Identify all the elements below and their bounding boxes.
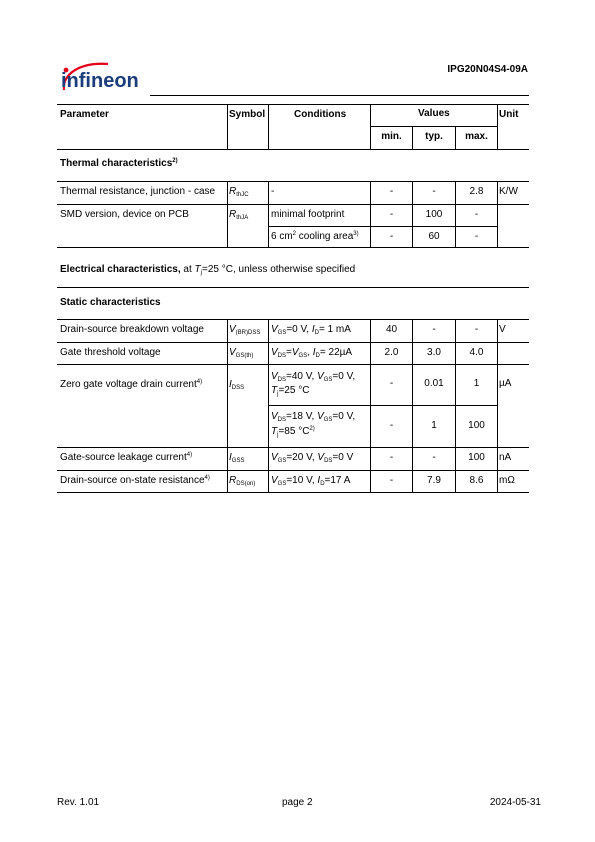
footer-page: page 2: [282, 797, 313, 808]
thermal-row2-parameter: SMD version, device on PCB: [60, 209, 189, 220]
col-divider-symbol: [227, 104, 228, 149]
static-row5-parameter: Drain-source on-state resistance$^{4)}$: [60, 475, 210, 486]
static-row3b-conditions-line1: $V_{DS}=18$ V, $V_{GS}=0$ V,: [271, 411, 356, 423]
static-row3b-typ: 1: [431, 420, 437, 431]
thermal-row2-symbol: $R_{thJA}$: [229, 209, 249, 221]
static-row2-rule: [57, 364, 529, 365]
header-values: Values: [418, 108, 450, 119]
static-row4-max: 100: [468, 452, 485, 463]
static-row5-symbol: $R_{DS(on)}$: [229, 475, 256, 487]
static-div-conditions: [268, 319, 269, 492]
infineon-logo: [58, 60, 150, 98]
static-row1-conditions: $V_{GS}=0$ V, $I_D= 1$ mA: [271, 324, 351, 336]
static-div-symbol: [227, 319, 228, 492]
thermal-row2-max: -: [474, 209, 479, 220]
thermal-row2-typ: 100: [425, 209, 443, 220]
static-row4-unit: nA: [499, 452, 512, 463]
thermal-row2-conditions: minimal footprint: [271, 209, 345, 220]
electrical-heading: Electrical characteristics, at $T_j=25$ °C, unless otherwise specified: [60, 264, 356, 276]
thermal-row2-rule: [268, 226, 497, 227]
static-bottom-rule: [57, 492, 529, 493]
thermal-row1-typ: -: [432, 186, 436, 197]
thermal-bottom-rule: [57, 247, 529, 248]
static-row2-min: 2.0: [384, 347, 399, 358]
static-div-min: [370, 319, 371, 492]
static-section-rule: [57, 319, 529, 320]
static-row5-unit: mΩ: [499, 475, 515, 486]
values-subheader-rule: [370, 126, 497, 127]
static-row2-typ: 3.0: [427, 347, 441, 358]
footer-date: 2024-05-31: [489, 797, 541, 808]
static-row1-typ: -: [432, 324, 436, 335]
header-min: min.: [381, 131, 402, 142]
static-row3a-conditions-line2: $T_j=25$ °C: [271, 385, 310, 397]
thermal-row1-conditions: -: [271, 186, 275, 197]
thermal-row2-min: -: [389, 209, 394, 220]
header-bottom-rule: [57, 149, 529, 150]
thermal-row1-symbol: $R_{thJC}$: [229, 186, 249, 198]
thermal-section-rule: [57, 181, 529, 182]
col-divider-conditions: [268, 104, 269, 149]
thermal-row1-min: -: [389, 186, 394, 197]
static-row2-parameter: Gate threshold voltage: [60, 347, 161, 358]
static-row4-symbol: $I_{GSS}$: [229, 452, 245, 464]
thermal-row1-unit: K/W: [499, 186, 518, 197]
static-row5-max: 8.6: [469, 475, 484, 486]
static-div-max: [455, 319, 456, 492]
static-row3-symbol: $I_{DSS}$: [229, 379, 245, 391]
static-row3-rule: [57, 447, 529, 448]
header-symbol: Symbol: [229, 109, 266, 120]
static-row3-unit: µA: [499, 378, 512, 389]
static-row3b-max: 100: [468, 420, 485, 431]
static-row1-rule: [57, 342, 529, 343]
thermal-heading: Thermal characteristics$^{2)}$: [60, 158, 178, 169]
static-row5-typ: 7.9: [427, 475, 441, 486]
thermal-row1-parameter: Thermal resistance, junction - case: [60, 186, 216, 197]
static-row4-rule: [57, 470, 529, 471]
logo-wordmark: infineon: [61, 70, 139, 92]
static-row1-min: 40: [385, 324, 398, 335]
static-row3b-conditions-line2: $T_j=85$ $^\circ C^{2)}$: [271, 426, 315, 438]
thermal-row3-conditions: 6 $cm^2$ cooling area$^{3)}$: [271, 231, 359, 242]
static-row3-split-rule: [268, 405, 497, 406]
static-row2-max: 4.0: [469, 347, 484, 358]
static-row3a-conditions-line1: $V_{DS}=40$ V, $V_{GS}=0$ V,: [271, 371, 356, 383]
thermal-row1-rule: [57, 204, 529, 205]
thermal-div-symbol: [227, 181, 228, 247]
electrical-heading-rule: [57, 287, 529, 288]
header-typ: typ.: [425, 131, 443, 142]
thermal-div-unit: [497, 181, 498, 247]
static-row3-parameter: Zero gate voltage drain current$^{4)}$: [60, 379, 203, 390]
static-row5-conditions: $V_{GS}=10$ V, $I_D=17$ A: [271, 475, 351, 487]
header-unit: Unit: [499, 109, 519, 120]
header-parameter: Parameter: [60, 109, 109, 120]
thermal-row3-max: -: [474, 231, 479, 242]
static-row1-symbol: $V_{(BR)DSS}$: [229, 324, 261, 336]
static-row4-min: -: [389, 452, 394, 463]
thermal-row3-min: -: [389, 231, 394, 242]
static-row5-min: -: [389, 475, 394, 486]
header-max: max.: [465, 131, 488, 142]
static-row1-parameter: Drain-source breakdown voltage: [60, 324, 204, 335]
col-divider-unit: [497, 104, 498, 149]
thermal-div-conditions: [268, 181, 269, 247]
static-row3a-max: 1: [473, 378, 480, 389]
static-heading: Static characteristics: [60, 297, 161, 308]
part-number: IPG20N04S4-09A: [447, 64, 528, 75]
static-row3a-typ: 0.01: [424, 378, 444, 389]
header-rule: [150, 95, 529, 96]
static-row3b-min: -: [389, 420, 394, 431]
static-row2-conditions: $V_{DS}=V_{GS}$, $I_D= 22\mu A$: [271, 347, 353, 359]
static-div-unit: [497, 319, 498, 492]
static-row3a-min: -: [389, 378, 394, 389]
static-div-typ: [412, 319, 413, 492]
table-top-rule: [57, 104, 529, 105]
thermal-row3-typ: 60: [428, 231, 440, 242]
thermal-row1-max: 2.8: [469, 186, 484, 197]
static-row1-max: -: [474, 324, 479, 335]
static-row2-symbol: $V_{GS(th)}$: [229, 347, 254, 359]
static-row1-unit: V: [499, 324, 506, 335]
header-conditions: Conditions: [294, 109, 347, 120]
static-row4-typ: -: [432, 452, 436, 463]
static-row4-parameter: Gate-source leakage current$^{4)}$: [60, 452, 193, 463]
footer-revision: Rev. 1.01: [57, 797, 100, 808]
static-row4-conditions: $V_{GS}=20$ V, $V_{DS}=0$ V: [271, 452, 354, 464]
